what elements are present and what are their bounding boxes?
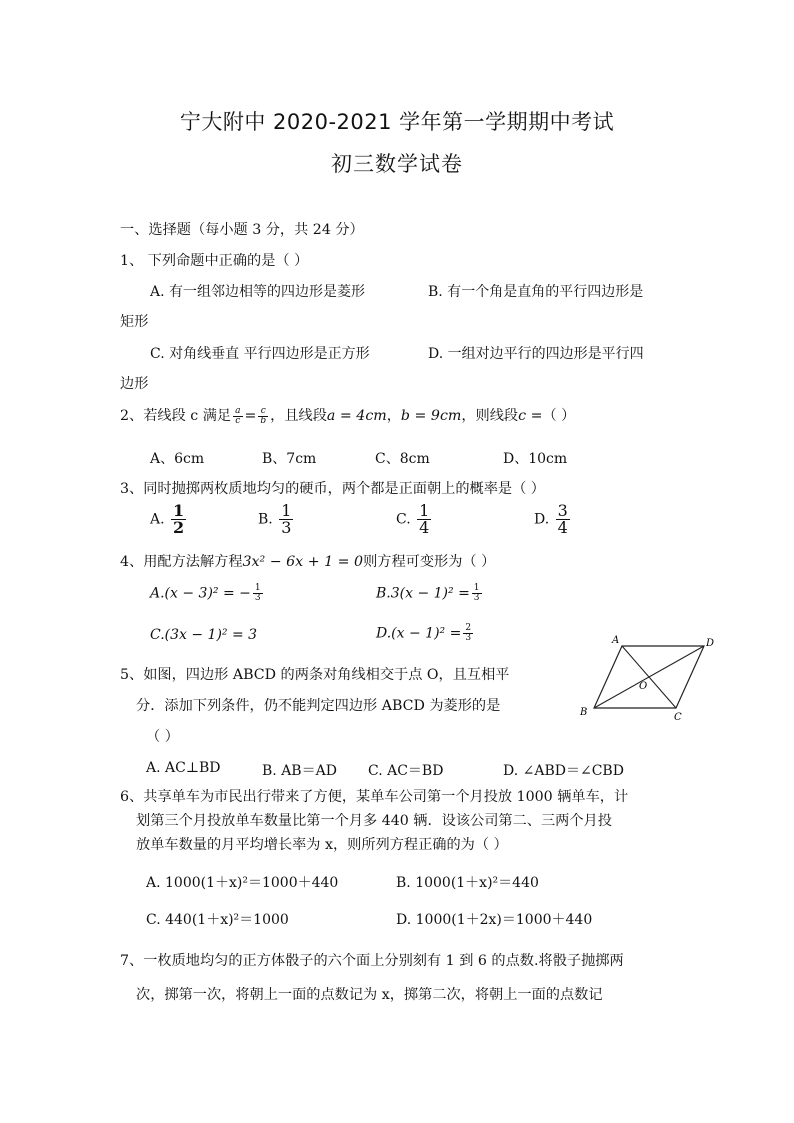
question-6-line-1: 6、共享单车为市民出行带来了方便，某单车公司第一个月投放 1000 辆单车，计 (120, 789, 629, 805)
fraction-numerator: 1 (173, 501, 185, 520)
exam-title: 宁大附中 2020-2021 学年第一学期期中考试 (179, 110, 615, 134)
question-4-suffix: 则方程可变形为（ ） (363, 554, 496, 570)
condition-b: b = 9cm (400, 408, 462, 424)
fraction-numerator: 1 (419, 501, 430, 520)
question-1-option-b-continued: 矩形 (120, 314, 149, 330)
fraction-numerator: 1 (254, 583, 261, 593)
question-6-line-3: 放单车数量的月平均增长率为 x，则所列方程正确的为（ ） (136, 837, 508, 853)
option-expression: A.(x − 3)² = − (150, 585, 251, 602)
question-2-suffix: ，则线段 (461, 408, 519, 424)
fraction (417, 503, 431, 536)
option-label: B. (258, 511, 273, 528)
question-4-option-d (376, 624, 475, 643)
question-5-option-b: B. AB＝AD (262, 763, 337, 779)
question-4-option-c (150, 627, 257, 643)
fraction-numerator: 1 (473, 583, 480, 593)
fraction-denominator: 4 (557, 518, 568, 537)
fraction-denominator: 2 (173, 518, 185, 537)
option-expression: D.(x − 1)² = (376, 625, 462, 642)
vertex-label-c: C (674, 712, 682, 723)
question-4-option-b (376, 584, 484, 603)
condition-a: a = 4cm (326, 408, 387, 424)
fraction-a-over-c (233, 407, 242, 426)
parallelogram-figure (570, 630, 730, 725)
fraction-denominator: b (260, 415, 267, 426)
question-1-option-d-continued: 边形 (120, 376, 149, 392)
question-1-option-b: B. 有一个角是直角的平行四边形是 (428, 284, 644, 300)
question-4-prefix: 4、用配方法解方程 (120, 554, 243, 570)
fraction-numerator: 1 (281, 501, 292, 520)
center-label-o: O (639, 681, 648, 692)
question-5-option-d: D. ∠ABD＝∠CBD (503, 763, 624, 779)
option-expression: C.(3x − 1)² = 3 (150, 627, 258, 643)
ask-c: c = (518, 408, 543, 424)
option-label: D. (534, 511, 550, 528)
fraction-denominator: c (235, 415, 241, 426)
separator: ， (386, 408, 401, 424)
question-1-stem: 1、 下列命题中正确的是（ ） (120, 253, 309, 269)
fraction (279, 503, 293, 536)
question-2-option-a: A、6cm (150, 451, 205, 467)
option-label: C. (396, 511, 411, 528)
question-5-option-a: A. AC⊥BD (146, 760, 221, 776)
question-2-option-c: C、8cm (375, 451, 430, 467)
section-heading: 一、选择题（每小题 3 分，共 24 分） (120, 222, 364, 238)
question-1-option-c: C. 对角线垂直 平行四边形是正方形 (150, 346, 370, 362)
fraction (556, 503, 570, 536)
equals-sign: = (244, 408, 257, 424)
diagonal-bd (594, 646, 704, 708)
answer-paren: （ ） (542, 408, 576, 424)
question-3-option-b (258, 503, 295, 536)
exam-subtitle: 初三数学试卷 (331, 152, 463, 176)
question-2-middle: ，且线段 (270, 408, 327, 424)
vertex-label-a: A (612, 635, 620, 646)
question-6-option-d: D. 1000(1＋2x)＝1000＋440 (396, 912, 593, 928)
fraction-numerator: c (258, 407, 268, 417)
fraction-denominator: 3 (465, 633, 472, 643)
fraction-c-over-b (258, 407, 268, 426)
fraction-denominator: 3 (254, 593, 261, 603)
question-2-option-d: D、10cm (503, 451, 568, 467)
option-expression: B.3(x − 1)² = (376, 585, 470, 602)
fraction-numerator: a (235, 405, 241, 416)
question-3-option-c (396, 503, 433, 536)
fraction (472, 584, 482, 603)
fraction (253, 584, 263, 603)
question-5-option-c: C. AC＝BD (368, 763, 444, 779)
question-5-line-1: 5、如图，四边形 ABCD 的两条对角线相交于点 O，且互相平 (120, 667, 510, 683)
question-5-line-3: （ ） (146, 729, 179, 745)
fraction-numerator: 3 (557, 501, 568, 520)
fraction-denominator: 4 (419, 518, 430, 537)
fraction (171, 503, 186, 536)
question-4-stem (120, 551, 495, 571)
question-2-option-b: B、7cm (262, 451, 317, 467)
fraction-denominator: 3 (473, 593, 480, 603)
question-3-stem: 3、同时抛掷两枚质地均匀的硬币，两个都是正面朝上的概率是（ ） (120, 481, 545, 497)
question-1-option-d: D. 一组对边平行的四边形是平行四 (428, 346, 644, 362)
question-2-stem (120, 405, 575, 426)
question-7-line-2: 次，掷第一次，将朝上一面的点数记为 x，掷第二次，将朝上一面的点数记 (136, 987, 603, 1003)
question-5-line-2: 分．添加下列条件，仍不能判定四边形 ABCD 为菱形的是 (136, 698, 501, 714)
vertex-label-b: B (580, 707, 588, 718)
fraction (463, 624, 473, 643)
option-label: A. (150, 511, 165, 528)
question-3-option-d (534, 503, 572, 536)
question-6-option-b: B. 1000(1＋x)²＝440 (396, 875, 539, 891)
question-1-option-a: A. 有一组邻边相等的四边形是菱形 (150, 284, 366, 300)
question-2-prefix: 2、若线段 c 满足 (120, 408, 232, 424)
fraction-numerator: 2 (465, 623, 472, 633)
question-4-option-a (150, 584, 265, 603)
question-7-line-1: 7、一枚质地均匀的正方体骰子的六个面上分别刻有 1 到 6 的点数.将骰子抛掷两 (120, 953, 624, 969)
question-6-line-2: 划第三个月投放单车数量比第一个月多 440 辆．设该公司第二、三两个月投 (136, 813, 612, 829)
equation: 3x² − 6x + 1 = 0 (242, 554, 364, 570)
fraction-denominator: 3 (281, 518, 292, 537)
question-6-option-a: A. 1000(1＋x)²＝1000＋440 (146, 875, 339, 891)
question-6-option-c: C. 440(1＋x)²＝1000 (146, 912, 289, 928)
vertex-label-d: D (706, 638, 715, 649)
question-3-option-a (150, 503, 188, 536)
